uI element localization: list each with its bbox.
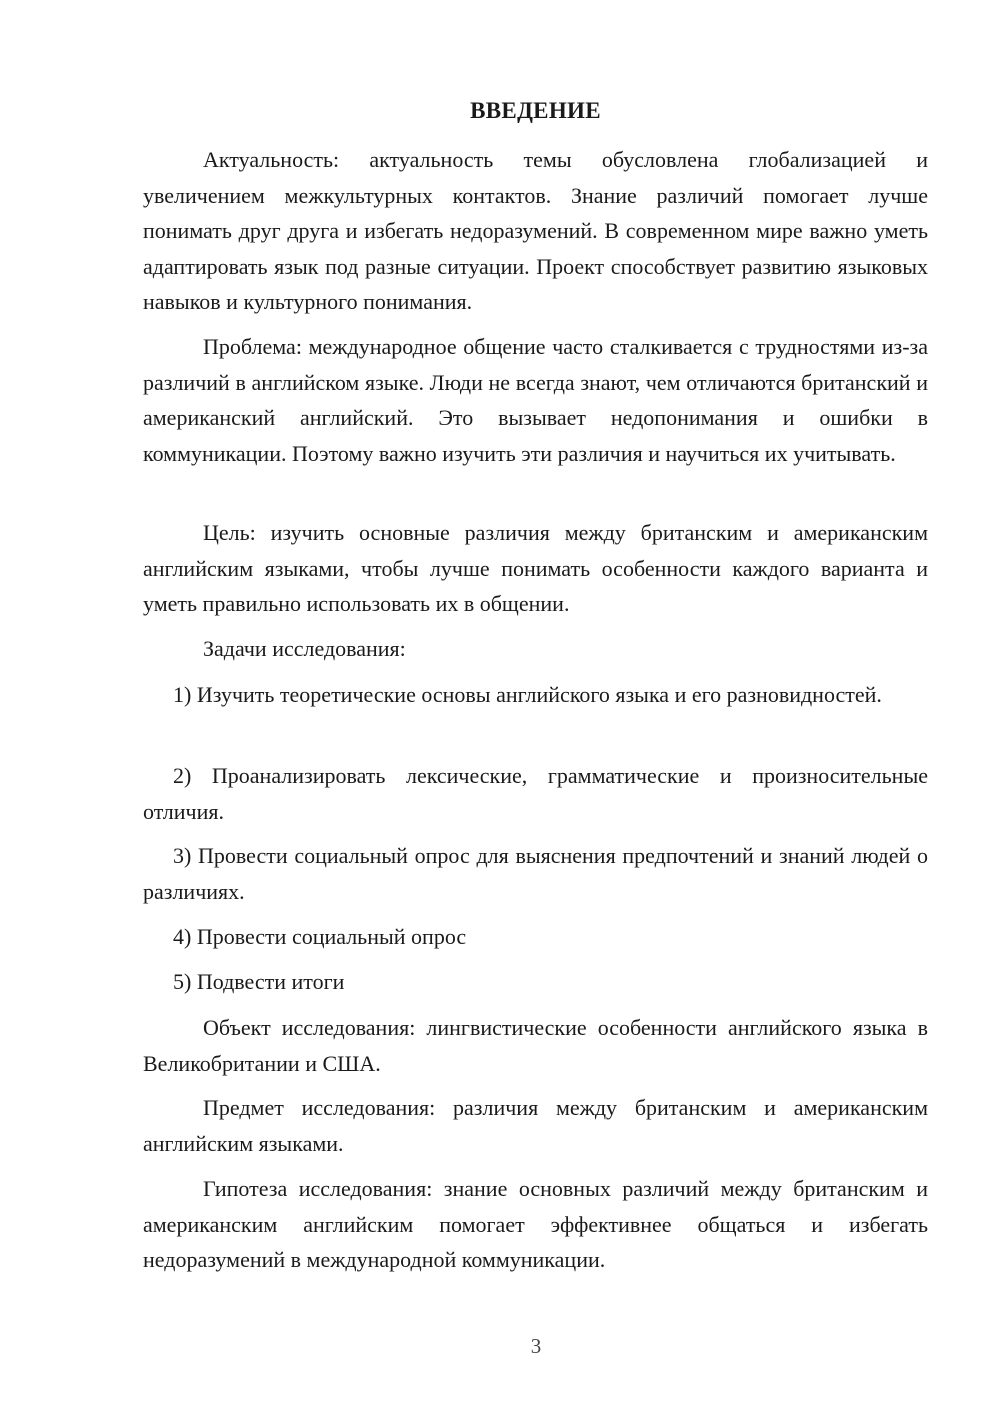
paragraph-problem: Проблема: международное общение часто сталкивается с трудностями из-за различий в английском языке. Люди не всегда знают, чем отличаются британский и американский английский. Это вызывает недопонимания и ошибки в коммуникации. Поэтому важно изучить эти различия и научиться их учитывать. <box>143 334 928 466</box>
paragraph-hypothesis: Гипотеза исследования: знание основных различий между британским и американским английским помогает эффективнее общаться и избегать недоразумений в международной коммуникации. <box>143 1176 928 1272</box>
paragraph-relevance: Актуальность: актуальность темы обусловлена глобализацией и увеличением межкультурных контактов. Знание различий помогает лучше понимать друг друга и избегать недоразумений. В современном мире важно уметь адаптировать язык под разные ситуации. Проект способствует развитию языковых навыков и культурного понимания. <box>143 147 928 314</box>
paragraph-goal: Цель: изучить основные различия между британским и американским английским языками, чтобы лучше понимать особенности каждого варианта и уметь правильно использовать их в общении. <box>143 520 928 616</box>
page-number: 3 <box>530 1334 542 1358</box>
task-item: 2) Проанализировать лексические, грамматические и произносительные отличия. <box>143 763 928 824</box>
paragraph-subject: Предмет исследования: различия между британским и американским английским языками. <box>143 1095 928 1156</box>
task-item: 5) Подвести итоги <box>173 969 345 994</box>
paragraph-object: Объект исследования: лингвистические особенности английского языка в Великобритании и США. <box>143 1015 928 1076</box>
page-title: ВВЕДЕНИЕ <box>470 98 601 123</box>
tasks-heading: Задачи исследования: <box>203 636 406 661</box>
task-item: 3) Провести социальный опрос для выяснения предпочтений и знаний людей о различиях. <box>143 843 928 904</box>
task-item: 4) Провести социальный опрос <box>173 924 467 949</box>
task-item: 1) Изучить теоретические основы английского языка и его разновидностей. <box>173 682 882 707</box>
